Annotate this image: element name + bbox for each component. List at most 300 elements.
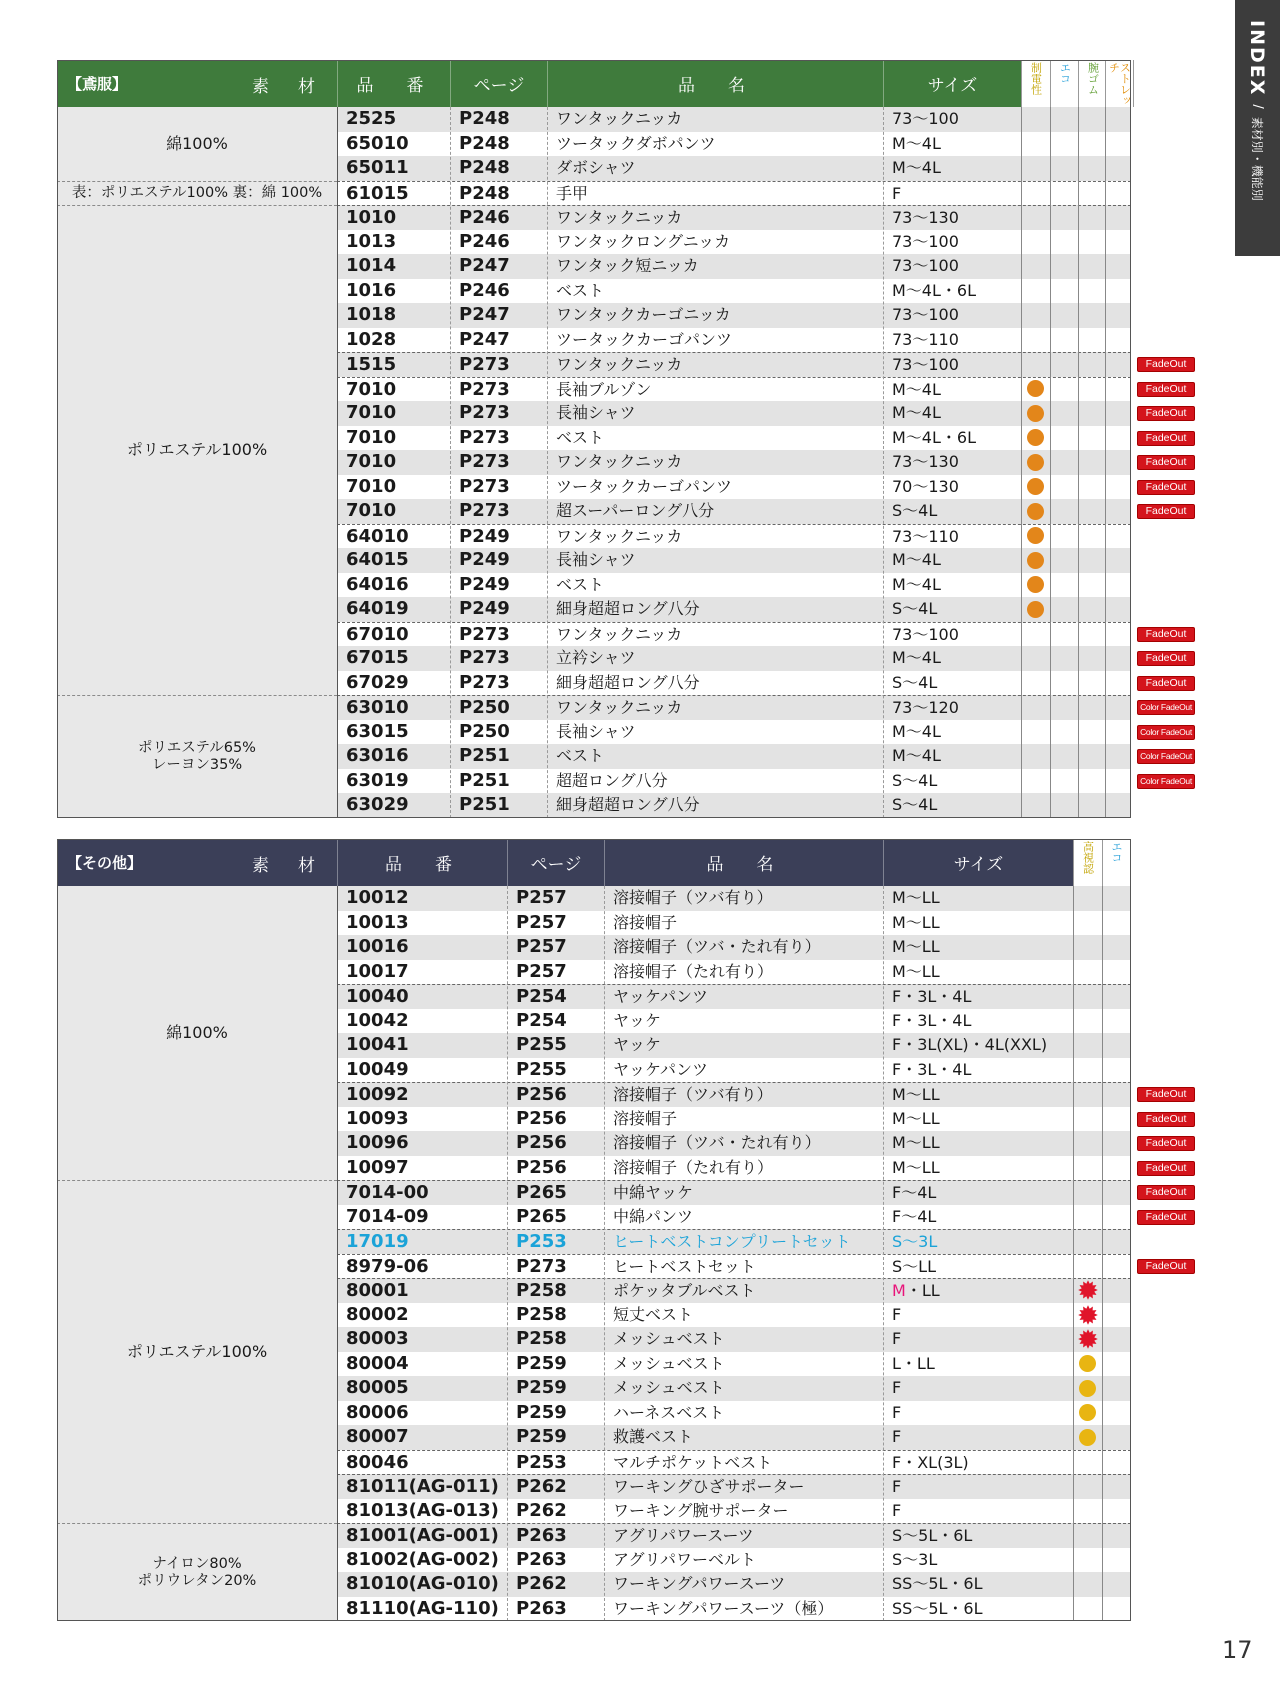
flag-column-header [1050, 60, 1079, 107]
row-code: 64015 [346, 549, 409, 570]
row-page: P259 [516, 1401, 567, 1423]
column-divider [507, 886, 508, 1621]
size-value: ・LL [905, 1281, 940, 1300]
row-page: P263 [516, 1597, 567, 1619]
size-value: 73〜120 [892, 698, 959, 717]
row-code: 10016 [346, 936, 409, 957]
flag-column-header [1073, 839, 1102, 886]
antistatic-dot-icon [1027, 576, 1044, 593]
material-header-cell [57, 839, 337, 886]
table-row[interactable] [337, 935, 1131, 960]
column-divider [883, 886, 884, 1621]
table-row[interactable] [337, 1009, 1131, 1034]
table-row[interactable] [337, 744, 1131, 769]
row-page: P258 [516, 1280, 567, 1301]
size-value: SS〜5L・6L [892, 1574, 983, 1593]
row-code: 61015 [346, 182, 409, 204]
row-size [883, 1303, 1073, 1328]
row-size [883, 475, 1021, 500]
size-value: S〜3L [892, 1232, 938, 1251]
row-size [883, 1058, 1073, 1083]
size-value: 70〜130 [892, 476, 959, 496]
row-name: 手甲 [556, 183, 589, 203]
fadeout-badge: FadeOut [1137, 382, 1195, 397]
size-value: M〜4L [892, 746, 941, 765]
size-value: F [892, 1402, 902, 1422]
table-row[interactable] [337, 328, 1131, 353]
fadeout-badge: Color FadeOut [1137, 749, 1195, 764]
size-column-header: サイズ [883, 839, 1073, 886]
row-size [883, 573, 1021, 598]
row-size [883, 744, 1021, 769]
row-page: P248 [459, 182, 510, 204]
size-value: F [892, 1329, 902, 1348]
antistatic-dot-icon [1027, 601, 1044, 618]
row-size [883, 450, 1021, 475]
row-name: 溶接帽子 [613, 1108, 678, 1128]
row-page: P256 [516, 1132, 567, 1153]
table-row[interactable] [337, 1425, 1131, 1450]
table-row[interactable] [337, 1327, 1131, 1352]
flag-column-divider [1078, 107, 1079, 818]
size-value: S〜4L [892, 599, 938, 618]
row-page: P247 [459, 304, 510, 325]
table-row[interactable] [337, 230, 1131, 255]
table-row[interactable] [337, 1131, 1131, 1156]
row-size [883, 1376, 1073, 1401]
row-page: P257 [516, 936, 567, 957]
row-name: ツータックカーゴパンツ [556, 476, 733, 496]
table-row[interactable] [337, 1229, 1131, 1254]
table-row[interactable] [337, 1352, 1131, 1377]
fadeout-badge: FadeOut [1137, 455, 1195, 470]
table-row[interactable] [337, 1058, 1131, 1083]
size-value: F [892, 1304, 902, 1324]
row-page: P273 [459, 402, 510, 423]
row-size [883, 1451, 1073, 1476]
row-code: 63015 [346, 720, 409, 742]
row-code: 7010 [346, 426, 397, 448]
table-row[interactable] [337, 1156, 1131, 1181]
row-name: ヤッケパンツ [613, 987, 709, 1006]
size-value: M〜4L [892, 550, 941, 569]
row-code: 7010 [346, 402, 397, 423]
table-row[interactable] [337, 1303, 1131, 1328]
row-code: 80007 [346, 1426, 409, 1447]
fadeout-badge: Color FadeOut [1137, 725, 1195, 740]
row-code: 63010 [346, 697, 409, 718]
size-value: 73〜100 [892, 305, 959, 324]
row-page: P254 [516, 1009, 567, 1031]
row-size [883, 548, 1021, 573]
row-size [883, 107, 1021, 132]
size-value: F〜4L [892, 1183, 937, 1202]
row-name: 中綿ヤッケ [613, 1183, 694, 1202]
antistatic-dot-icon [1027, 527, 1044, 544]
table-row[interactable] [337, 1450, 1131, 1475]
size-value: S〜5L・6L [892, 1526, 973, 1545]
flag-column-divider [1102, 886, 1103, 1621]
row-name: 細身超超ロング八分 [556, 795, 700, 814]
index-side-tab[interactable] [1235, 0, 1280, 256]
row-code: 7014-00 [346, 1182, 429, 1203]
fadeout-badge: FadeOut [1137, 1161, 1195, 1176]
row-name: 溶接帽子（ツバ有り） [613, 888, 773, 907]
table-row[interactable] [337, 720, 1131, 745]
row-page: P259 [516, 1352, 567, 1374]
page-column-header: ページ [450, 60, 547, 107]
size-value: 73〜130 [892, 452, 959, 471]
table-row[interactable] [337, 646, 1131, 671]
table-row[interactable] [337, 254, 1131, 279]
row-page: P259 [516, 1377, 567, 1398]
row-name: ワンタックニッカ [556, 355, 683, 374]
size-value: 73〜100 [892, 109, 959, 128]
fadeout-badge: FadeOut [1137, 627, 1195, 642]
row-name: 細身超超ロング八分 [556, 599, 700, 618]
row-page: P273 [459, 647, 510, 668]
row-page: P263 [516, 1525, 567, 1546]
table-row[interactable] [337, 573, 1131, 598]
row-code: 10097 [346, 1156, 409, 1178]
row-code: 7010 [346, 500, 397, 521]
row-page: P256 [516, 1156, 567, 1178]
size-value: 73〜110 [892, 329, 959, 349]
table-row[interactable] [337, 450, 1131, 475]
row-code: 1016 [346, 279, 397, 301]
table-row[interactable] [337, 401, 1131, 426]
material-header-cell [57, 60, 337, 107]
row-name: 超スーパーロング八分 [556, 501, 715, 520]
table-row[interactable] [337, 1107, 1131, 1132]
material-cell [57, 695, 337, 818]
row-size [883, 1597, 1073, 1622]
table-row[interactable] [337, 205, 1131, 230]
flag-column-header [1021, 60, 1050, 107]
row-size [883, 597, 1021, 622]
row-code: 7014-09 [346, 1205, 429, 1227]
high-visibility-burst-icon [1078, 1280, 1098, 1300]
size-value: 73〜100 [892, 624, 959, 644]
table-row[interactable] [337, 622, 1131, 647]
table-row[interactable] [337, 426, 1131, 451]
row-name: アグリパワーベルト [613, 1549, 757, 1569]
row-size [883, 623, 1021, 648]
size-value: F [892, 1477, 902, 1496]
row-size [883, 182, 1021, 207]
antistatic-dot-icon [1027, 405, 1044, 422]
row-page: P273 [459, 354, 510, 375]
row-page: P248 [459, 132, 510, 154]
row-name: 中綿パンツ [613, 1206, 694, 1226]
table-row[interactable] [337, 156, 1131, 181]
row-size [883, 254, 1021, 279]
name-column-header: 品 名 [604, 839, 883, 886]
size-value: 73〜100 [892, 355, 959, 374]
fadeout-badge: FadeOut [1137, 1136, 1195, 1151]
row-size [883, 1009, 1073, 1034]
row-size [883, 132, 1021, 157]
size-value: M〜LL [892, 888, 940, 907]
row-code: 17019 [346, 1231, 409, 1252]
row-name: ヒートベストセット [613, 1256, 756, 1276]
row-size [883, 935, 1073, 960]
antistatic-dot-icon [1027, 478, 1044, 495]
row-name: ワーキング腕サポーター [613, 1500, 789, 1520]
table-row[interactable] [337, 911, 1131, 936]
row-code: 7010 [346, 378, 397, 400]
row-page: P254 [516, 986, 567, 1007]
size-column-header: サイズ [883, 60, 1021, 107]
row-size [883, 646, 1021, 671]
table-row[interactable] [337, 524, 1131, 549]
size-value: F [892, 183, 902, 203]
row-page: P273 [459, 475, 510, 497]
table-row[interactable] [337, 769, 1131, 794]
table-row[interactable] [337, 960, 1131, 985]
row-name: ワンタックニッカ [556, 526, 683, 546]
size-value: M〜4L・6L [892, 427, 976, 447]
index-tab-separator: / [1250, 104, 1265, 109]
row-name: 溶接帽子 [613, 912, 678, 932]
size-value: S〜4L [892, 770, 938, 790]
table-row[interactable] [337, 499, 1131, 524]
row-page: P262 [516, 1476, 567, 1497]
table-row[interactable] [337, 132, 1131, 157]
fadeout-badge: FadeOut [1137, 1259, 1195, 1274]
name-column-header: 品 名 [547, 60, 883, 107]
table-row[interactable] [337, 352, 1131, 377]
row-name: 超超ロング八分 [556, 770, 668, 790]
index-tab-sublabel: 素材別・機能別 [1250, 116, 1264, 201]
row-size [883, 426, 1021, 451]
row-size [883, 1475, 1073, 1500]
page-column-header: ページ [507, 839, 604, 886]
row-name: 短丈ベスト [613, 1304, 694, 1324]
row-code: 1010 [346, 207, 397, 228]
size-value: M〜4L [892, 721, 941, 741]
row-page: P251 [459, 745, 510, 766]
table-row[interactable] [337, 279, 1131, 304]
row-size [883, 1352, 1073, 1377]
row-size [883, 1255, 1073, 1280]
tobi-fuku-index-table [57, 60, 1192, 818]
row-size [883, 1083, 1073, 1108]
row-page: P257 [516, 911, 567, 933]
row-name: ワンタックニッカ [556, 452, 683, 471]
table-row[interactable] [337, 1401, 1131, 1426]
antistatic-dot-icon [1027, 429, 1044, 446]
row-name: 溶接帽子（ツバ有り） [613, 1085, 773, 1104]
size-value: S〜4L [892, 672, 938, 692]
column-divider [883, 107, 884, 818]
row-code: 80001 [346, 1280, 409, 1301]
material-label: ポリエステル100% [126, 440, 268, 460]
row-name: 救護ベスト [613, 1427, 694, 1446]
row-code: 65010 [346, 132, 409, 154]
row-code: 67015 [346, 647, 409, 668]
row-code: 1014 [346, 255, 397, 276]
fadeout-badge: FadeOut [1137, 1112, 1195, 1127]
fadeout-badge: FadeOut [1137, 406, 1195, 421]
row-page: P262 [516, 1573, 567, 1594]
fadeout-badge: FadeOut [1137, 1087, 1195, 1102]
table-row[interactable] [337, 475, 1131, 500]
table-row[interactable] [337, 1082, 1131, 1107]
size-value: L・LL [892, 1353, 935, 1373]
table-row[interactable] [337, 597, 1131, 622]
size-value: F・3L・4L [892, 1059, 972, 1079]
row-size [883, 525, 1021, 550]
table-row[interactable] [337, 181, 1131, 206]
row-name: ベスト [556, 574, 605, 594]
row-code: 8979-06 [346, 1255, 429, 1277]
size-value: M〜LL [892, 1133, 940, 1152]
row-size [883, 1131, 1073, 1156]
row-name: 長袖シャツ [556, 403, 636, 422]
row-name: アグリパワースーツ [613, 1526, 754, 1545]
size-value: F・3L・4L [892, 987, 972, 1006]
table-row[interactable] [337, 1474, 1131, 1499]
row-code: 7010 [346, 451, 397, 472]
material-header-label: 素 材 [252, 77, 321, 97]
row-name: ワンタック短ニッカ [556, 256, 699, 275]
code-column-header: 品 番 [337, 60, 450, 107]
row-code: 7010 [346, 475, 397, 497]
row-size [883, 328, 1021, 353]
row-size [883, 1205, 1073, 1230]
row-code: 81110(AG-110) [346, 1597, 499, 1619]
table-row[interactable] [337, 1572, 1131, 1597]
fadeout-badge: FadeOut [1137, 504, 1195, 519]
row-page: P249 [459, 598, 510, 619]
row-name: メッシュベスト [613, 1378, 725, 1397]
table-row[interactable] [337, 695, 1131, 720]
row-size [883, 911, 1073, 936]
row-page: P256 [516, 1107, 567, 1129]
row-page: P257 [516, 960, 567, 982]
size-value: 73〜100 [892, 256, 959, 275]
table-row[interactable] [337, 1548, 1131, 1573]
size-value: M〜4L [892, 574, 941, 594]
table-row[interactable] [337, 1499, 1131, 1524]
row-code: 67010 [346, 623, 409, 645]
table-row[interactable] [337, 1523, 1131, 1548]
row-name: ワンタックニッカ [556, 208, 683, 227]
material-header-label: 素 材 [252, 856, 321, 876]
table-row[interactable] [337, 1278, 1131, 1303]
row-size [883, 1548, 1073, 1573]
row-page: P249 [459, 573, 510, 595]
row-page: P248 [459, 108, 510, 129]
row-name: ワンタックカーゴニッカ [556, 305, 731, 324]
material-cell [57, 1523, 337, 1621]
table-row[interactable] [337, 984, 1131, 1009]
material-label: ポリエステル100% [126, 1341, 268, 1361]
row-name: ワンタックニッカ [556, 109, 683, 128]
row-code: 80004 [346, 1352, 409, 1374]
row-page: P249 [459, 525, 510, 547]
row-name: ハーネスベスト [613, 1402, 725, 1422]
column-divider [450, 107, 451, 818]
size-value: M〜4L [892, 158, 941, 177]
row-page: P265 [516, 1182, 567, 1203]
fadeout-badge: Color FadeOut [1137, 700, 1195, 715]
row-size [883, 720, 1021, 745]
row-code: 80006 [346, 1401, 409, 1423]
table-row[interactable] [337, 1597, 1131, 1622]
row-name: 細身超超ロング八分 [556, 672, 700, 692]
size-value: M〜LL [892, 937, 940, 956]
material-cell [57, 181, 337, 206]
size-value: M〜LL [892, 1157, 940, 1177]
table-row[interactable] [337, 548, 1131, 573]
row-page: P262 [516, 1499, 567, 1521]
row-code: 2525 [346, 108, 397, 129]
row-size [883, 353, 1021, 378]
row-name: ワンタックロングニッカ [556, 231, 731, 251]
row-size [883, 206, 1021, 231]
table-row[interactable] [337, 1205, 1131, 1230]
row-name: ヤッケ [613, 1010, 662, 1030]
fadeout-badge: FadeOut [1137, 1210, 1195, 1225]
row-page: P246 [459, 279, 510, 301]
table-row[interactable] [337, 303, 1131, 328]
material-label: ポリエステル65% レーヨン35% [138, 740, 256, 773]
row-page: P258 [516, 1303, 567, 1325]
row-size [883, 886, 1073, 911]
row-page: P263 [516, 1548, 567, 1570]
row-code: 1515 [346, 354, 397, 375]
flag-column-header [1102, 839, 1131, 886]
fadeout-badge: FadeOut [1137, 357, 1195, 372]
table-row[interactable] [337, 107, 1131, 132]
row-code: 80046 [346, 1451, 409, 1473]
fadeout-badge: FadeOut [1137, 431, 1195, 446]
row-name: メッシュベスト [613, 1353, 725, 1373]
row-name: ベスト [556, 746, 605, 765]
row-code: 64019 [346, 598, 409, 619]
table-row[interactable] [337, 671, 1131, 696]
table-row[interactable] [337, 1033, 1131, 1058]
flag-column-divider [1073, 886, 1074, 1621]
table-row[interactable] [337, 377, 1131, 402]
row-size [883, 230, 1021, 255]
table-row[interactable] [337, 793, 1131, 818]
row-name: 溶接帽子（たれ有り） [613, 1157, 774, 1177]
row-size [883, 985, 1073, 1010]
row-size [883, 499, 1021, 524]
row-code: 10041 [346, 1034, 409, 1055]
row-page: P265 [516, 1205, 567, 1227]
row-code: 64010 [346, 525, 409, 547]
row-page: P273 [459, 378, 510, 400]
table-row[interactable] [337, 1376, 1131, 1401]
row-name: マルチポケットベスト [613, 1452, 773, 1472]
row-page: P250 [459, 720, 510, 742]
fadeout-badge: FadeOut [1137, 1185, 1195, 1200]
table-row[interactable] [337, 1180, 1131, 1205]
size-highlight: M [892, 1281, 906, 1300]
row-page: P273 [459, 500, 510, 521]
table-row[interactable] [337, 1254, 1131, 1279]
row-size [883, 696, 1021, 721]
size-value: 73〜130 [892, 208, 959, 227]
row-name: ワンタックニッカ [556, 698, 683, 717]
table-row[interactable] [337, 886, 1131, 911]
row-name: 長袖シャツ [556, 721, 636, 741]
row-name: ベスト [556, 280, 605, 300]
